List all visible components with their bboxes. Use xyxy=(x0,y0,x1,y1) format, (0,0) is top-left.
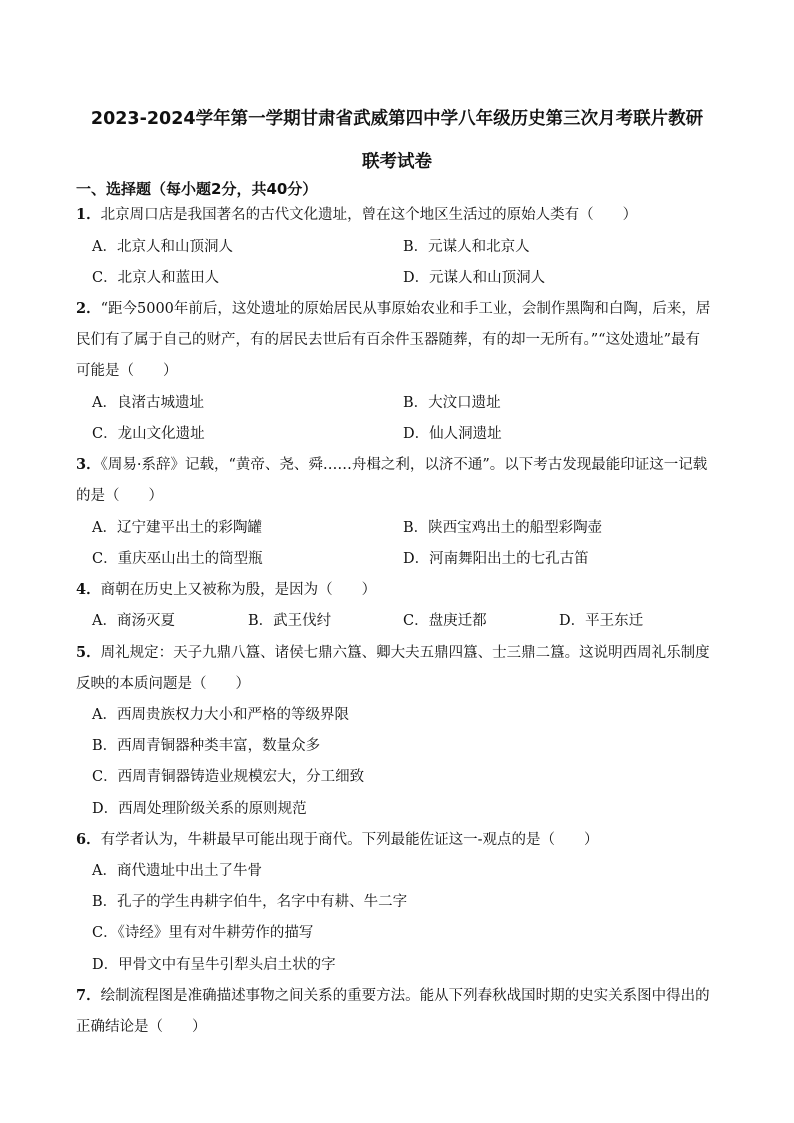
question-2-option-c: C．龙山文化遗址 xyxy=(92,426,205,442)
question-1-option-d: D．元谋人和山顶洞人 xyxy=(403,270,546,286)
section-heading: 一、选择题（每小题2分，共40分） xyxy=(76,180,318,198)
question-5-option-d: D．西周处理阶级关系的原则规范 xyxy=(92,801,307,817)
question-4-option-b: B．武王伐纣 xyxy=(248,613,332,629)
question-5-option-b: B．西周青铜器种类丰富，数量众多 xyxy=(92,738,321,754)
question-text: “距今5000年前后，这处遗址的原始居民从事原始农业和手工业，会制作黑陶和白陶，后来，居 xyxy=(100,301,711,317)
question-2-text-line-3: 可能是（ ） xyxy=(76,363,178,379)
question-6-option-d: D．甲骨文中有呈牛引犁头启土状的字 xyxy=(92,957,336,973)
question-6-option-c: C．《诗经》里有对牛耕劳作的描写 xyxy=(92,925,314,941)
question-6-option-b: B．孔子的学生冉耕字伯牛，名字中有耕、牛二字 xyxy=(92,894,408,910)
exam-title-line-1: 2023-2024学年第一学期甘肃省武威第四中学八年级历史第三次月考联片教研 xyxy=(90,109,704,129)
question-4-option-d: D．平王东迁 xyxy=(559,613,644,629)
question-2-option-a: A．良渚古城遗址 xyxy=(92,395,204,411)
question-4-option-c: C．盘庚迁都 xyxy=(403,613,487,629)
question-2-text-line-2: 民们有了属于自己的财产，有的居民去世后有百余件玉器随葬，有的却一无所有。”“这处遗址”最有 xyxy=(76,332,700,348)
question-4 xyxy=(76,580,376,600)
question-3-option-a: A．辽宁建平出土的彩陶罐 xyxy=(92,520,262,536)
question-number: 6． xyxy=(76,831,101,848)
question-3 xyxy=(76,455,707,475)
question-number: 7． xyxy=(76,987,101,1004)
question-7-text-line-2: 正确结论是（ ） xyxy=(76,1019,207,1035)
question-text: 商朝在历史上又被称为殷，是因为（ ） xyxy=(100,582,377,598)
question-text: 绘制流程图是准确描述事物之间关系的重要方法。能从下列春秋战国时期的史实关系图中得出的 xyxy=(100,988,710,1004)
question-text: 有学者认为，牛耕最早可能出现于商代。下列最能佐证这一-观点的是（ ） xyxy=(100,832,599,848)
question-3-option-b: B．陕西宝鸡出土的船型彩陶壶 xyxy=(403,520,603,536)
question-7 xyxy=(76,986,710,1006)
question-5 xyxy=(76,643,710,663)
question-number: 1． xyxy=(76,206,101,223)
question-5-text-line-2: 反映的本质问题是（ ） xyxy=(76,676,250,692)
question-1-option-c: C．北京人和蓝田人 xyxy=(92,270,220,286)
question-3-option-c: C．重庆巫山出土的筒型瓶 xyxy=(92,551,263,567)
question-number: 2． xyxy=(76,300,101,317)
question-5-option-a: A．西周贵族权力大小和严格的等级界限 xyxy=(92,707,349,723)
question-3-text-line-2: 的是（ ） xyxy=(76,488,163,504)
question-5-option-c: C．西周青铜器铸造业规模宏大，分工细致 xyxy=(92,769,365,785)
question-1-option-b: B．元谋人和北京人 xyxy=(403,239,530,255)
question-2 xyxy=(76,299,710,319)
question-1 xyxy=(76,205,637,225)
question-2-option-d: D．仙人洞遗址 xyxy=(403,426,502,442)
question-6-option-a: A．商代遗址中出土了牛骨 xyxy=(92,863,262,879)
question-text: 《周易·系辞》记载，“黄帝、尧、舜……舟楫之利，以济不通”。以下考古发现最能印证这一记载 xyxy=(100,457,708,473)
question-number: 3． xyxy=(76,456,101,473)
question-number: 4． xyxy=(76,581,101,598)
question-2-option-b: B．大汶口遗址 xyxy=(403,395,501,411)
exam-title-line-2: 联考试卷 xyxy=(362,152,432,172)
question-1-option-a: A．北京人和山顶洞人 xyxy=(92,239,233,255)
question-text: 周礼规定：天子九鼎八簋、诸侯七鼎六簋、卿大夫五鼎四簋、士三鼎二簋。这说明西周礼乐制度 xyxy=(100,645,710,661)
question-text: 北京周口店是我国著名的古代文化遗址，曾在这个地区生活过的原始人类有（ ） xyxy=(100,207,638,223)
question-4-option-a: A．商汤灭夏 xyxy=(92,613,175,629)
question-6 xyxy=(76,830,599,850)
question-3-option-d: D．河南舞阳出土的七孔古笛 xyxy=(403,551,589,567)
question-number: 5． xyxy=(76,644,101,661)
